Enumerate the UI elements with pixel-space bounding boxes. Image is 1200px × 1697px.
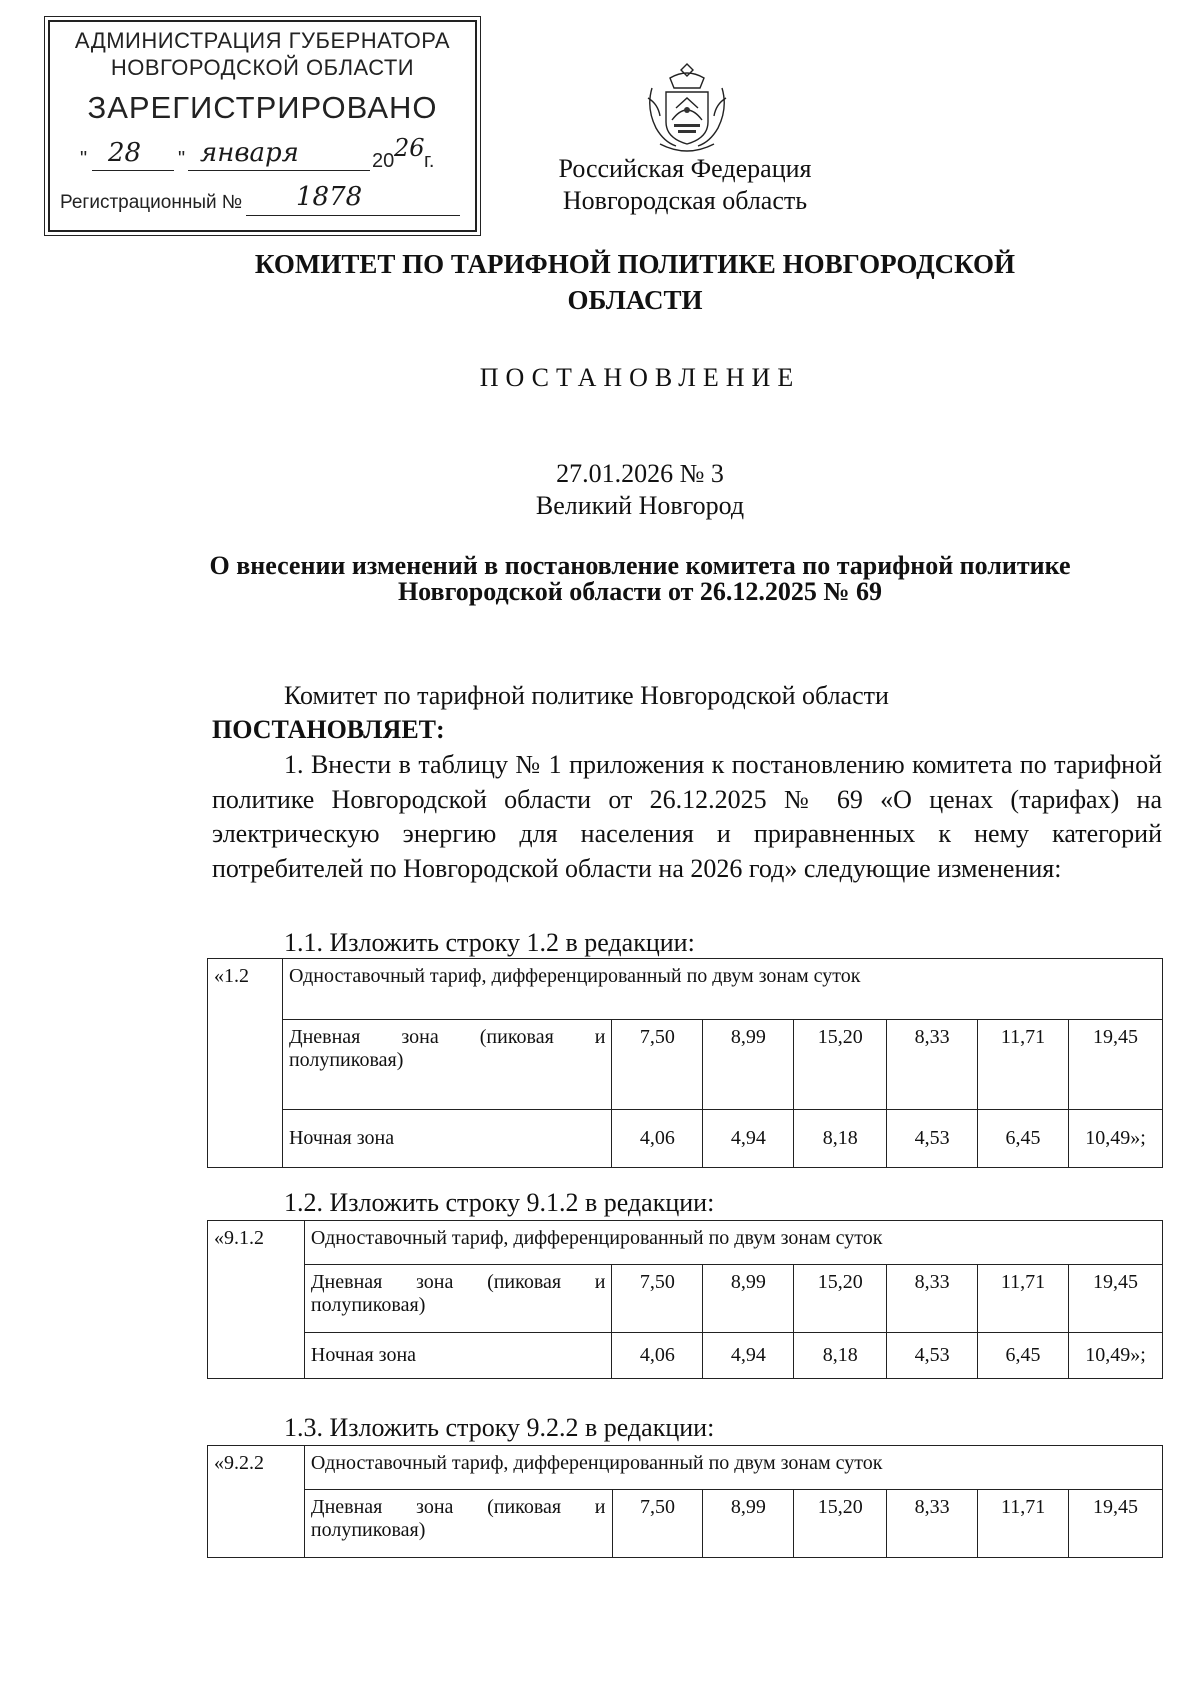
tariff-table (207, 1445, 1163, 1558)
table-cell: 4,53 (887, 1110, 978, 1168)
stamp-line-2: НОВГОРОДСКОЙ ОБЛАСТИ (110, 55, 415, 80)
stamp-year-suffix: 26 (394, 134, 425, 162)
table-cell: 8,99 (703, 1020, 794, 1110)
table-cell: 8,99 (703, 1265, 794, 1333)
stamp-day: 28 (108, 138, 142, 168)
doc-date-number: 27.01.2026 № 3 (556, 459, 724, 488)
header-region: Новгородская область (562, 186, 808, 215)
zone-label: Ночная зона (304, 1333, 612, 1379)
table-cell: 19,45 (1068, 1265, 1162, 1333)
table-cell: 4,06 (612, 1110, 703, 1168)
stamp-reg-label: Регистрационный № (60, 192, 243, 213)
stamp-registered: ЗАРЕГИСТРИРОВАНО (87, 90, 438, 125)
tariff-title: Одноставочный тариф, дифференцированный по двум зонам суток (304, 1221, 1162, 1265)
stamp-date-line: " 28 " января 20 26 г. (80, 134, 435, 172)
table-cell: 7,50 (612, 1265, 703, 1333)
row-code: «9.2.2 (208, 1446, 305, 1558)
zone-label: Дневная зона (пиковая и полупиковая) (304, 1265, 612, 1333)
table-cell: 11,71 (978, 1490, 1069, 1558)
table-cell: 7,50 (612, 1020, 703, 1110)
table-cell: 6,45 (978, 1110, 1069, 1168)
table-cell: 8,33 (887, 1490, 978, 1558)
tariff-table (207, 1220, 1163, 1379)
row-code: «1.2 (208, 959, 283, 1168)
amendment-heading: 1.1. Изложить строку 1.2 в редакции: (284, 928, 695, 957)
stamp-reg-number: 1878 (296, 182, 363, 212)
stamp-month: января (200, 138, 299, 168)
table-cell: 15,20 (794, 1020, 887, 1110)
table-cell: 8,99 (703, 1490, 794, 1558)
doc-date-block (480, 458, 800, 522)
item-1-text: 1. Внести в таблицу № 1 приложения к постановлению комитета по тарифной политике Новгородской области от 26.12.2025 № 69 «О ценах (тарифах) на электрическую энергию для населения и приравненных к нему категорий потребителей по Новгородской области на 2026 год» следующие изменения: (212, 750, 1162, 883)
stamp-reg-line (60, 192, 242, 214)
table-cell: 8,33 (887, 1265, 978, 1333)
doc-subject: О внесении изменений в постановление комитета по тарифной политике Новгородской области от 26.12.2025 № 69 (209, 551, 1071, 606)
amendment-heading: 1.2. Изложить строку 9.1.2 в редакции: (284, 1188, 715, 1217)
stamp-year-prefix: 20 (372, 150, 395, 172)
tariff-title: Одноставочный тариф, дифференцированный по двум зонам суток (304, 1446, 1162, 1490)
table-cell: 10,49»; (1068, 1333, 1162, 1379)
table-cell: 7,50 (612, 1490, 703, 1558)
table-cell: 11,71 (978, 1020, 1069, 1110)
table-cell: 10,49»; (1068, 1110, 1162, 1168)
coat-of-arms-icon (640, 58, 734, 158)
stamp-line-1: АДМИНИСТРАЦИЯ ГУБЕРНАТОРА (74, 28, 451, 53)
resolves-text: ПОСТАНОВЛЯЕТ: (212, 715, 445, 744)
table-cell: 4,53 (887, 1333, 978, 1379)
table-cell: 15,20 (794, 1490, 887, 1558)
stamp-year-unit: г. (424, 150, 435, 172)
table-cell: 11,71 (978, 1265, 1069, 1333)
header-federation-block (540, 153, 830, 217)
row-code: «9.1.2 (208, 1221, 305, 1379)
zone-label: Ночная зона (282, 1110, 612, 1168)
zone-label: Дневная зона (пиковая и полупиковая) (304, 1490, 612, 1558)
header-federation: Российская Федерация (558, 154, 812, 183)
table-cell: 4,94 (703, 1333, 794, 1379)
table-cell: 8,33 (887, 1020, 978, 1110)
table-cell: 15,20 (794, 1265, 887, 1333)
amendment-heading: 1.3. Изложить строку 9.2.2 в редакции: (284, 1413, 715, 1442)
doc-type: ПОСТАНОВЛЕНИЕ (479, 363, 801, 392)
table-cell: 8,18 (794, 1333, 887, 1379)
intro-text: Комитет по тарифной политике Новгородской области (284, 681, 889, 710)
doc-city: Великий Новгород (535, 491, 745, 520)
table-cell: 4,94 (703, 1110, 794, 1168)
table-cell: 4,06 (612, 1333, 703, 1379)
registration-stamp (48, 20, 477, 232)
tariff-title: Одноставочный тариф, дифференцированный по двум зонам суток (282, 959, 1162, 1020)
tariff-table (207, 958, 1163, 1168)
table-cell: 6,45 (978, 1333, 1069, 1379)
table-cell: 8,18 (794, 1110, 887, 1168)
zone-label: Дневная зона (пиковая и полупиковая) (282, 1020, 612, 1110)
committee-title: КОМИТЕТ ПО ТАРИФНОЙ ПОЛИТИКЕ НОВГОРОДСКОЙ ОБЛАСТИ (254, 249, 1016, 315)
table-cell: 19,45 (1068, 1020, 1162, 1110)
table-cell: 19,45 (1069, 1490, 1163, 1558)
